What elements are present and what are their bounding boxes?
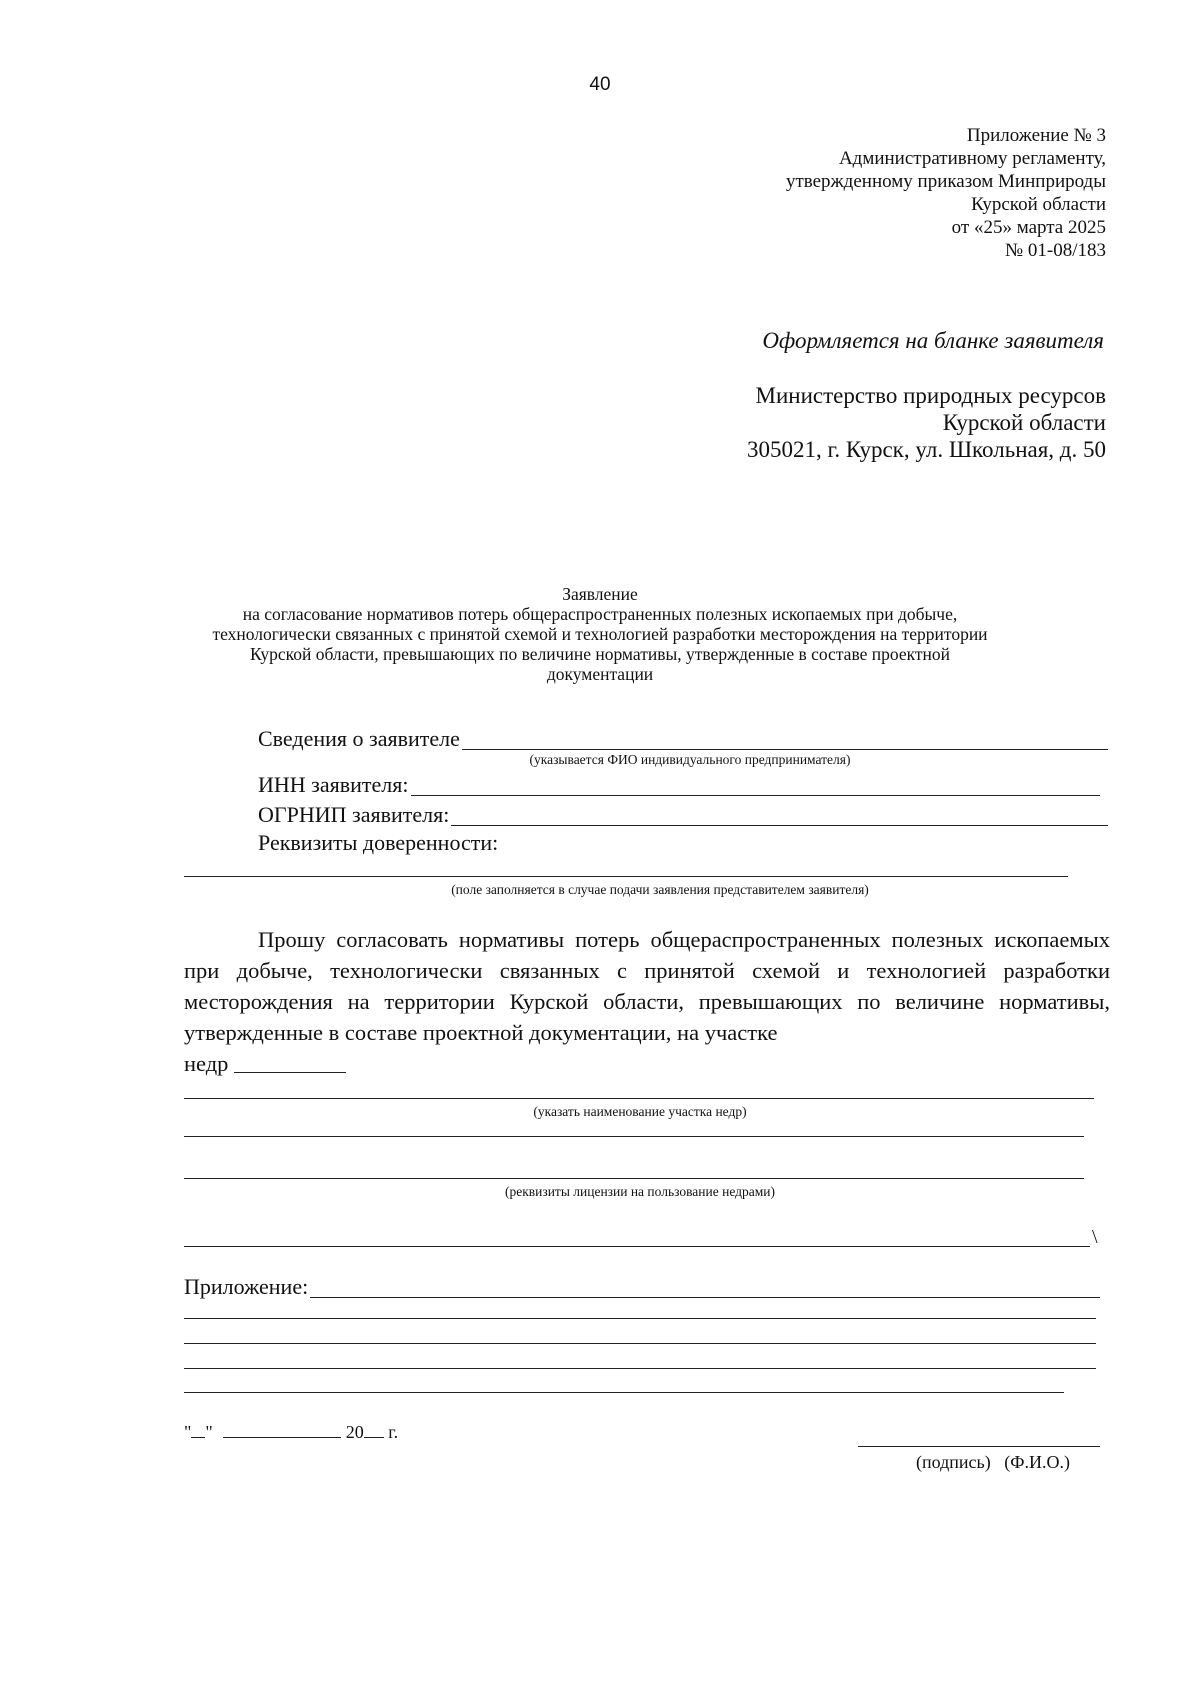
applicant-info-field: [258, 726, 1108, 752]
appendix-line: Курской области: [971, 194, 1106, 215]
poa-field: [258, 830, 498, 856]
signature-line[interactable]: [858, 1446, 1100, 1447]
inn-line[interactable]: [411, 794, 1101, 796]
inn-field: [258, 772, 1100, 798]
addressee-block: [747, 382, 1106, 463]
document-title: [150, 584, 1050, 684]
subsoil-extra-line[interactable]: [184, 1136, 1084, 1137]
blank-note: Оформляется на бланке заявителя: [762, 328, 1104, 353]
attachment-extra-line[interactable]: [184, 1368, 1096, 1369]
appendix-line: Приложение № 3: [966, 125, 1106, 146]
date-day-blank[interactable]: [191, 1436, 205, 1438]
signature-labels: [916, 1452, 1070, 1473]
date-year-suffix: г.: [388, 1422, 399, 1442]
applicant-info-hint: (указывается ФИО индивидуального предпринимателя): [529, 752, 851, 767]
date-quote-open: ": [184, 1422, 192, 1442]
addressee-line: Курской области: [942, 410, 1106, 435]
request-last-word: недр: [184, 1051, 229, 1076]
attachment-extra-line[interactable]: [184, 1392, 1064, 1393]
request-text: Прошу согласовать нормативы потерь общераспространенных полезных ископаемых при добыче, технологически связанных с принятой схемой и технологией разработки месторождения на территории Курской области, превышающих по величине нормативы, утвержденные в составе проектной документации, на участке: [184, 927, 1110, 1045]
poa-label: Реквизиты доверенности:: [258, 830, 499, 855]
poa-hint: (поле заполняется в случае подачи заявления представителем заявителя): [451, 882, 869, 897]
title-line: Курской области, превышающих по величине нормативы, утвержденные в составе проектной: [249, 644, 950, 664]
stray-mark: \: [1092, 1226, 1098, 1248]
signature-sign-label: (подпись): [916, 1452, 991, 1472]
date-block: [184, 1422, 398, 1443]
date-quote-close: ": [205, 1422, 213, 1442]
appendix-line: Административному регламенту,: [838, 148, 1106, 169]
appendix-line: от «25» марта 2025: [951, 217, 1106, 238]
appendix-line: утвержденному приказом Минприроды: [785, 171, 1106, 192]
license-hint: (реквизиты лицензии на пользование недрами): [504, 1184, 776, 1199]
ogrnip-field: [258, 802, 1108, 828]
ogrnip-label: ОГРНИП заявителя:: [258, 802, 450, 827]
inn-label: ИНН заявителя:: [258, 772, 409, 797]
attachment-extra-line[interactable]: [184, 1343, 1096, 1344]
date-year-prefix: 20: [345, 1422, 364, 1442]
attachment-label: Приложение:: [184, 1274, 309, 1299]
attachment-field: [184, 1274, 1100, 1300]
appendix-header: [786, 124, 1106, 262]
subsoil-hint: (указать наименование участка недр): [533, 1104, 747, 1119]
request-paragraph: [184, 924, 1110, 1079]
subsoil-short-blank[interactable]: [234, 1071, 346, 1073]
attachment-line[interactable]: [310, 1296, 1100, 1298]
signature-fio-label: (Ф.И.О.): [1004, 1452, 1070, 1472]
appendix-line: № 01-08/183: [1005, 240, 1106, 261]
applicant-info-label: Сведения о заявителе: [258, 726, 460, 751]
title-line: на согласование нормативов потерь общераспространенных полезных ископаемых при добыче,: [242, 604, 958, 624]
addressee-line: 305021, г. Курск, ул. Школьная, д. 50: [747, 437, 1106, 462]
title-line: Заявление: [562, 584, 638, 604]
license-line[interactable]: [184, 1178, 1084, 1179]
addressee-line: Министерство природных ресурсов: [755, 383, 1106, 408]
title-line: технологически связанных с принятой схемой и технологией разработки месторождения на территории: [212, 624, 988, 644]
attachment-extra-line[interactable]: [184, 1318, 1096, 1319]
subsoil-name-line[interactable]: [184, 1098, 1094, 1099]
title-line: документации: [546, 664, 654, 684]
applicant-info-line[interactable]: [462, 748, 1108, 750]
date-month-blank[interactable]: [223, 1436, 341, 1438]
license-extra-line[interactable]: [184, 1246, 1090, 1247]
date-year-blank[interactable]: [364, 1436, 384, 1438]
poa-line[interactable]: [184, 876, 1068, 877]
ogrnip-line[interactable]: [451, 824, 1108, 826]
page-number: 40: [589, 74, 611, 95]
